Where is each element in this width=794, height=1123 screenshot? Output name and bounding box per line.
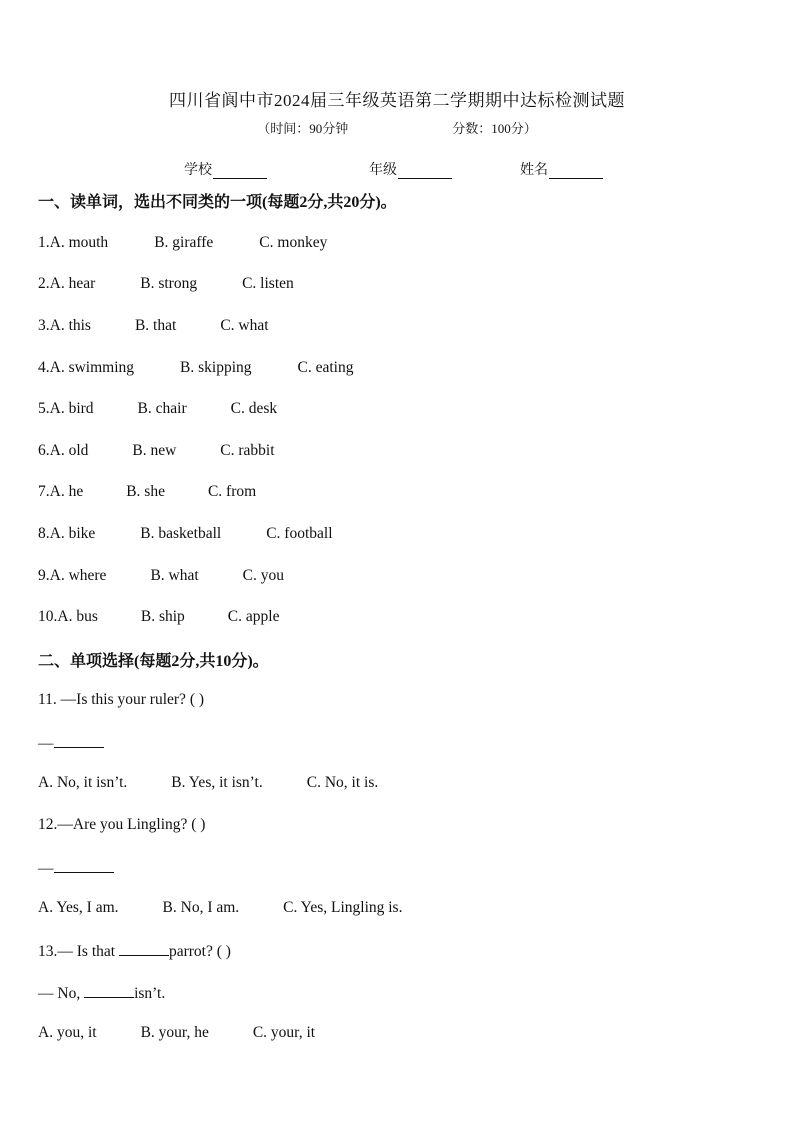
question-6: 6.A. old B. new C. rabbit	[38, 442, 275, 459]
options-13	[38, 1024, 315, 1042]
section-1-heading: 一、读单词，选出不同类的一项(每题2分,共20分)。	[38, 194, 397, 211]
question-9: 9.A. where B. what C. you	[38, 567, 284, 584]
answer-blank[interactable]	[54, 858, 114, 873]
option-b: B. No, I am.	[162, 899, 240, 916]
grade-blank[interactable]	[398, 164, 452, 179]
option-a: A. Yes, I am.	[38, 899, 119, 916]
question-8: 8.A. bike B. basketball C. football	[38, 525, 333, 542]
option-b: B. giraffe	[154, 234, 214, 251]
option-a: A. hear	[49, 275, 96, 292]
section-2-heading: 二、单项选择(每题2分,共10分)。	[38, 653, 269, 670]
option-c: C. what	[220, 317, 269, 334]
question-10: 10.A. bus B. ship C. apple	[38, 608, 280, 625]
option-c: C. rabbit	[220, 442, 275, 459]
option-b: B. chair	[137, 400, 187, 417]
question-7: 7.A. he B. she C. from	[38, 483, 257, 500]
option-b: B. Yes, it isn’t.	[171, 774, 263, 791]
options-12	[38, 899, 402, 917]
option-c: C. eating	[297, 359, 354, 376]
option-c: C. monkey	[259, 234, 328, 251]
grade-field: 年级	[369, 159, 452, 179]
option-b: B. strong	[140, 275, 198, 292]
page-title: 四川省阆中市2024届三年级英语第二学期期中达标检测试题	[169, 91, 625, 110]
option-c: C. from	[207, 483, 257, 500]
question-4: 4.A. swimming B. skipping C. eating	[38, 359, 354, 376]
option-c: C. your, it	[252, 1024, 316, 1041]
option-b: B. that	[134, 317, 177, 334]
option-a: A. swimming	[49, 359, 135, 376]
option-c: C. you	[242, 567, 284, 584]
school-blank[interactable]	[213, 164, 267, 179]
option-a: A. bird	[49, 400, 94, 417]
answer-line-11: —	[38, 733, 104, 753]
question-13: 13.— Is that parrot? ( )	[38, 943, 231, 960]
question-1: 1.A. mouth B. giraffe C. monkey	[38, 234, 328, 251]
question-blank[interactable]	[119, 941, 169, 956]
school-field: 学校	[184, 159, 267, 179]
option-a: A. bus	[57, 608, 98, 625]
option-c: C. listen	[242, 275, 294, 292]
option-a: A. you, it	[38, 1024, 97, 1041]
time-info: （时间：90分钟	[257, 121, 349, 136]
option-a: A. mouth	[49, 234, 109, 251]
answer-blank[interactable]	[54, 733, 104, 748]
question-11: 11. —Is this your ruler? ( )	[38, 691, 205, 708]
option-c: C. football	[266, 525, 333, 542]
question-3: 3.A. this B. that C. what	[38, 317, 269, 334]
option-b: B. what	[150, 567, 199, 584]
option-a: A. No, it isn’t.	[38, 774, 128, 791]
option-b: B. skipping	[180, 359, 252, 376]
option-a: A. old	[49, 442, 89, 459]
exam-subtitle	[0, 118, 794, 137]
option-c: C. apple	[227, 608, 280, 625]
option-a: A. bike	[49, 525, 96, 542]
question-5: 5.A. bird B. chair C. desk	[38, 400, 278, 417]
answer-line-12: —	[38, 858, 114, 878]
option-b: B. she	[126, 483, 165, 500]
score-info: 分数：100分）	[452, 121, 537, 136]
option-c: C. Yes, Lingling is.	[283, 899, 403, 916]
option-b: B. ship	[140, 608, 185, 625]
option-c: C. desk	[230, 400, 278, 417]
question-2: 2.A. hear B. strong C. listen	[38, 275, 294, 292]
option-b: B. your, he	[140, 1024, 209, 1041]
option-c: C. No, it is.	[306, 774, 379, 791]
answer-line-13: — No, isn’t.	[38, 985, 166, 1002]
answer-blank[interactable]	[84, 983, 134, 998]
name-field: 姓名	[520, 159, 603, 179]
option-a: A. this	[49, 317, 91, 334]
option-a: A. he	[49, 483, 84, 500]
options-11	[38, 774, 378, 792]
option-a: A. where	[49, 567, 107, 584]
option-b: B. new	[132, 442, 177, 459]
name-blank[interactable]	[549, 164, 603, 179]
question-12: 12.—Are you Lingling? ( )	[38, 816, 206, 833]
option-b: B. basketball	[140, 525, 222, 542]
